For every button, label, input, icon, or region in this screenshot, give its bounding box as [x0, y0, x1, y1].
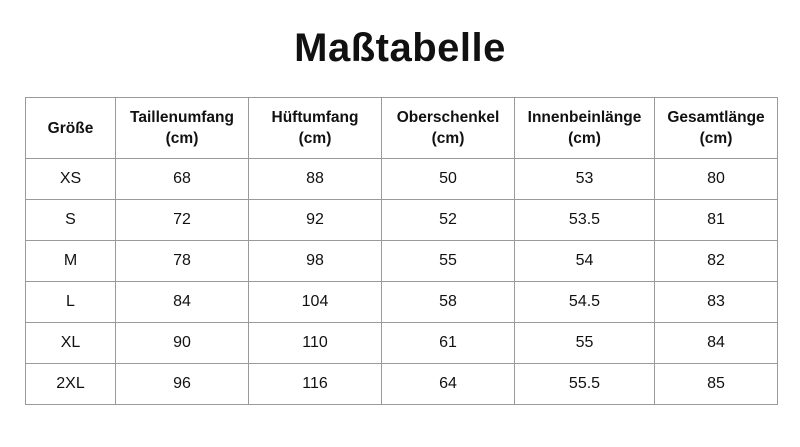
header-label: Oberschenkel [396, 109, 500, 126]
table-cell: 110 [249, 323, 382, 364]
table-cell: 54 [515, 241, 655, 282]
table-cell: 53.5 [515, 200, 655, 241]
table-cell: 80 [655, 159, 778, 200]
header-size [26, 98, 116, 159]
table-cell: 55 [515, 323, 655, 364]
header-total-length [655, 98, 778, 159]
table-cell: 82 [655, 241, 778, 282]
table-cell: 78 [116, 241, 249, 282]
table-cell: 53 [515, 159, 655, 200]
table-row [26, 282, 778, 323]
table-cell: 2XL [26, 364, 116, 405]
table-cell: XL [26, 323, 116, 364]
table-row [26, 159, 778, 200]
page-title: Maßtabelle [294, 26, 506, 70]
table-cell: 96 [116, 364, 249, 405]
header-label: Innenbeinlänge [527, 109, 642, 126]
table-cell: 58 [382, 282, 515, 323]
header-unit: (cm) [699, 130, 733, 147]
header-label: Taillenumfang [130, 109, 234, 126]
table-body [26, 159, 778, 405]
table-cell: 84 [116, 282, 249, 323]
table-cell: 55 [382, 241, 515, 282]
table-header-row [26, 98, 778, 159]
header-unit: (cm) [431, 130, 465, 147]
table-cell: L [26, 282, 116, 323]
header-waist [116, 98, 249, 159]
table-cell: 72 [116, 200, 249, 241]
table-cell: 55.5 [515, 364, 655, 405]
header-unit: (cm) [165, 130, 199, 147]
header-unit: (cm) [568, 130, 601, 147]
table-cell: 92 [249, 200, 382, 241]
table-row [26, 241, 778, 282]
table-cell: 90 [116, 323, 249, 364]
table-cell: 61 [382, 323, 515, 364]
table-row [26, 323, 778, 364]
table-cell: 50 [382, 159, 515, 200]
table-cell: 116 [249, 364, 382, 405]
header-label: Größe [47, 119, 94, 137]
table-cell: 85 [655, 364, 778, 405]
header-inseam [515, 98, 655, 159]
table-cell: 98 [249, 241, 382, 282]
table-cell: 84 [655, 323, 778, 364]
header-hip [249, 98, 382, 159]
table-cell: 88 [249, 159, 382, 200]
header-unit: (cm) [298, 130, 332, 147]
table-cell: S [26, 200, 116, 241]
header-thigh [382, 98, 515, 159]
header-label: Gesamtlänge [667, 109, 765, 126]
table-cell: 68 [116, 159, 249, 200]
table-row [26, 200, 778, 241]
table-cell: 83 [655, 282, 778, 323]
size-chart-table [25, 97, 778, 405]
table-cell: M [26, 241, 116, 282]
table-row [26, 364, 778, 405]
table-cell: 54.5 [515, 282, 655, 323]
header-label: Hüftumfang [271, 109, 359, 126]
table-cell: 104 [249, 282, 382, 323]
table-cell: 81 [655, 200, 778, 241]
table-cell: XS [26, 159, 116, 200]
table-cell: 52 [382, 200, 515, 241]
table-cell: 64 [382, 364, 515, 405]
